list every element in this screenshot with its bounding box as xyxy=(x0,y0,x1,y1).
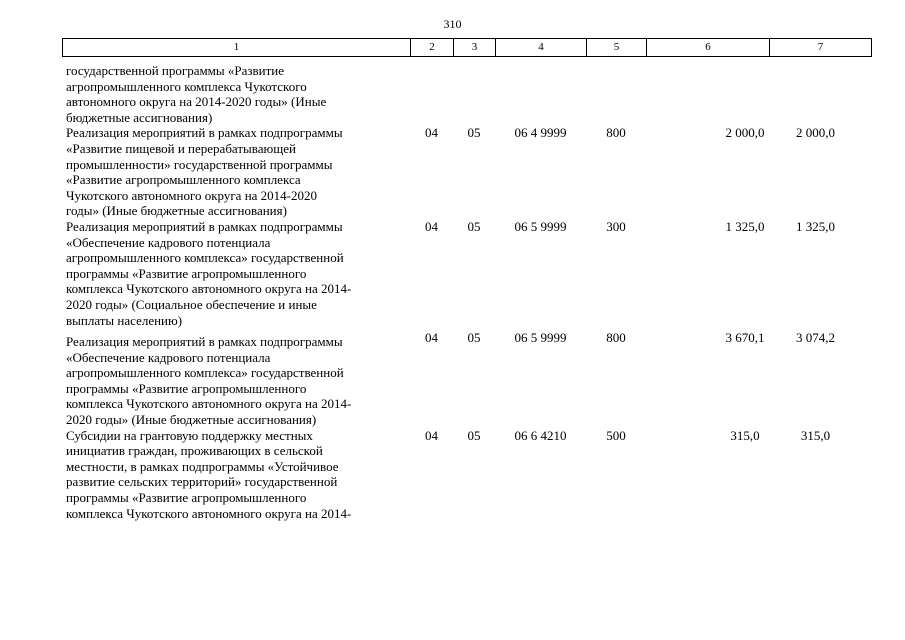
subsection-code: 05 xyxy=(467,218,481,234)
description-line: местности, в рамках подпрограммы «Устойчивое xyxy=(66,458,339,474)
amount-col-7: 2 000,0 xyxy=(796,125,835,141)
description-line: «Обеспечение кадрового потенциала xyxy=(66,349,271,365)
description-line: 2020 годы» (Социальное обеспечение и иные xyxy=(66,296,317,312)
expense-type-code: 500 xyxy=(606,427,626,443)
description-line: «Развитие агропромышленного комплекса xyxy=(66,172,301,188)
description-line: агропромышленного комплекса Чукотского xyxy=(66,78,307,94)
column-header-2: 2 xyxy=(411,39,454,57)
amount-col-6: 315,0 xyxy=(730,427,760,443)
row-description xyxy=(62,428,406,522)
description-line: Реализация мероприятий в рамках подпрограммы xyxy=(66,218,343,234)
expense-type-code: 300 xyxy=(606,218,626,234)
row-description xyxy=(62,219,406,328)
description-line: программы «Развитие агропромышленного xyxy=(66,380,307,396)
row-description xyxy=(62,125,406,219)
section-code: 04 xyxy=(425,125,438,141)
budget-table-body xyxy=(62,63,871,521)
column-header-6: 6 xyxy=(647,39,770,57)
column-header-5: 5 xyxy=(587,39,647,57)
target-article-code: 06 6 4210 xyxy=(514,427,567,443)
description-line: Субсидии на грантовую поддержку местных xyxy=(66,427,313,443)
description-line: комплекса Чукотского автономного округа на 2014- xyxy=(66,281,352,297)
page-number: 310 xyxy=(443,17,462,31)
table-row xyxy=(62,63,871,125)
description-line: Реализация мероприятий в рамках подпрограммы xyxy=(66,334,343,350)
description-line: комплекса Чукотского автономного округа на 2014- xyxy=(66,505,352,521)
description-line: бюджетные ассигнования) xyxy=(66,109,213,125)
section-code: 04 xyxy=(425,427,438,443)
description-line: «Обеспечение кадрового потенциала xyxy=(66,234,271,250)
expense-type-code: 800 xyxy=(606,330,626,346)
description-line: государственной программы «Развитие xyxy=(66,63,285,78)
row-description xyxy=(62,334,406,428)
target-article-code: 06 5 9999 xyxy=(514,330,567,346)
description-line: программы «Развитие агропромышленного xyxy=(66,265,307,281)
description-line: годы» (Иные бюджетные ассигнования) xyxy=(66,203,287,219)
column-header-7: 7 xyxy=(770,39,872,57)
description-line: инициатив граждан, проживающих в сельской xyxy=(66,443,323,459)
amount-col-7: 315,0 xyxy=(800,427,831,443)
description-line: развитие сельских территорий» государственной xyxy=(66,474,338,490)
table-row xyxy=(62,125,871,219)
subsection-code: 05 xyxy=(467,427,481,443)
description-line: 2020 годы» (Иные бюджетные ассигнования) xyxy=(66,412,317,428)
description-line: выплаты населению) xyxy=(66,312,183,328)
description-line: промышленности» государственной программы xyxy=(66,156,333,172)
row-description xyxy=(62,63,406,125)
subsection-code: 05 xyxy=(467,330,481,346)
column-header-table xyxy=(62,38,872,57)
description-line: автономного округа на 2014-2020 годы» (Иные xyxy=(66,94,327,110)
column-header-4: 4 xyxy=(496,39,587,57)
column-header-3: 3 xyxy=(454,39,496,57)
table-row xyxy=(62,330,871,428)
amount-col-6: 3 670,1 xyxy=(725,330,765,346)
amount-col-6: 2 000,0 xyxy=(725,125,765,141)
description-line: комплекса Чукотского автономного округа на 2014- xyxy=(66,396,352,412)
subsection-code: 05 xyxy=(467,125,481,141)
description-line: агропромышленного комплекса» государственной xyxy=(66,250,344,266)
description-line: агропромышленного комплекса» государственной xyxy=(66,365,344,381)
expense-type-code: 800 xyxy=(606,125,626,141)
column-header-row xyxy=(63,39,872,57)
table-row xyxy=(62,428,871,522)
target-article-code: 06 4 9999 xyxy=(514,125,567,141)
amount-col-7: 1 325,0 xyxy=(796,218,835,234)
amount-col-6: 1 325,0 xyxy=(725,218,765,234)
section-code: 04 xyxy=(425,218,438,234)
description-line: Чукотского автономного округа на 2014-2020 xyxy=(66,187,318,203)
target-article-code: 06 5 9999 xyxy=(514,218,567,234)
description-line: программы «Развитие агропромышленного xyxy=(66,490,307,506)
description-line: Реализация мероприятий в рамках подпрограммы xyxy=(66,125,343,141)
description-line: «Развитие пищевой и перерабатывающей xyxy=(66,140,296,156)
column-header-1: 1 xyxy=(63,39,411,57)
amount-col-7: 3 074,2 xyxy=(796,330,835,346)
section-code: 04 xyxy=(425,330,438,346)
table-row xyxy=(62,219,871,328)
